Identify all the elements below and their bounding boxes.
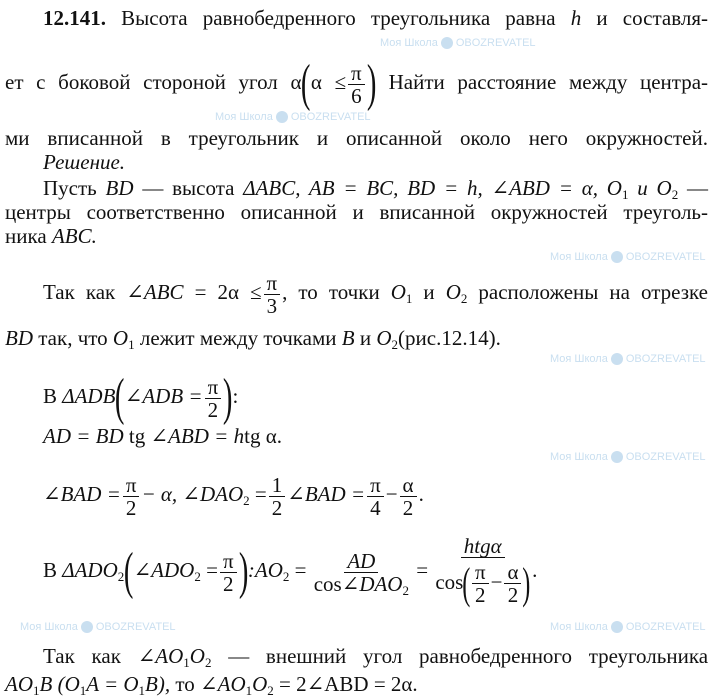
subscript: 2 <box>282 569 290 584</box>
math: ABC. <box>51 224 97 248</box>
problem-line-2 <box>5 55 709 113</box>
text: то <box>175 672 195 696</box>
var-h: h <box>570 6 582 30</box>
subscript: 1 <box>405 291 413 306</box>
subscript: 1 <box>245 683 253 698</box>
watermark-brand: OBOZREVATEL <box>625 353 706 365</box>
subscript: 1 <box>183 655 190 670</box>
math: :AO <box>247 558 283 582</box>
math: = <box>416 558 429 582</box>
fraction-ad-over-cos <box>313 548 409 598</box>
watermark-text: Моя Школа <box>215 111 273 123</box>
math: ∠DAO <box>341 571 403 596</box>
fraction-alpha-2 <box>400 474 417 519</box>
watermark-text: Моя Школа <box>550 353 608 365</box>
math: = 2∠ABD = 2α. <box>279 672 418 696</box>
solution-line-10 <box>43 644 708 668</box>
watermark <box>550 250 706 264</box>
fraction <box>504 561 521 606</box>
math: . <box>418 482 424 506</box>
numerator: α <box>400 474 417 497</box>
denominator: 3 <box>266 293 278 318</box>
fraction-pi-2 <box>205 376 222 421</box>
numerator: π <box>220 550 237 573</box>
math: cos <box>313 571 342 596</box>
fraction-pi-6 <box>348 62 365 107</box>
paren: ) <box>366 55 377 113</box>
numerator: π <box>472 561 489 584</box>
math: O <box>112 326 129 350</box>
watermark-brand: OBOZREVATEL <box>290 111 371 123</box>
watermark-logo-icon <box>611 451 623 463</box>
subscript: 1 <box>128 337 135 352</box>
subscript: 2 <box>402 582 409 598</box>
solution-line-5 <box>5 326 708 350</box>
math: O <box>445 280 461 304</box>
math: ∠BAD = <box>287 482 366 506</box>
problem-line-1 <box>43 6 708 30</box>
fraction-pi-2 <box>220 550 237 595</box>
fraction <box>472 561 489 606</box>
math: AD = BD <box>43 424 124 448</box>
math: и O <box>637 176 672 200</box>
problem-line-3 <box>5 126 708 150</box>
paren: ) <box>522 558 531 608</box>
subscript: 2 <box>117 569 125 584</box>
numerator: htgα <box>461 535 505 558</box>
math: B <box>341 326 355 350</box>
numerator: π <box>205 376 222 399</box>
text: В <box>43 384 58 408</box>
solution-line-4 <box>43 268 708 317</box>
numerator: α <box>504 561 521 584</box>
denominator: 2 <box>125 495 137 520</box>
text: Пусть <box>43 176 97 200</box>
watermark-logo-icon <box>276 111 288 123</box>
solution-line-8 <box>43 470 708 519</box>
watermark-logo-icon <box>611 353 623 365</box>
watermark <box>20 620 176 634</box>
math: ∠BAD = <box>43 482 121 506</box>
paren: ( <box>124 543 134 601</box>
denominator: 2 <box>402 495 414 520</box>
fraction <box>123 474 140 519</box>
subscript: 1 <box>138 683 146 698</box>
watermark-text: Моя Школа <box>380 37 438 49</box>
watermark <box>550 352 706 366</box>
math: ∠ADB = <box>124 384 203 408</box>
numerator: π <box>348 62 365 85</box>
watermark <box>550 620 706 634</box>
solution-line-9 <box>43 530 708 610</box>
watermark-logo-icon <box>441 37 453 49</box>
math: BD <box>105 176 134 200</box>
solution-line-1 <box>43 176 708 200</box>
math: = <box>294 558 307 582</box>
denominator: 2 <box>507 583 519 608</box>
watermark <box>380 36 536 50</box>
text: — высота <box>142 176 235 200</box>
numerator: π <box>264 272 281 295</box>
math: = <box>249 482 267 506</box>
math: ∠ABD = h <box>150 424 245 448</box>
math: AO <box>5 672 33 696</box>
subscript: 1 <box>621 187 629 202</box>
watermark-logo-icon <box>81 621 93 633</box>
problem-number: 12.141. <box>43 6 106 30</box>
denominator <box>435 558 530 610</box>
watermark-brand: OBOZREVATEL <box>455 37 536 49</box>
var-alpha: α <box>290 70 302 94</box>
fraction-half <box>269 474 286 519</box>
text: , то точки <box>282 280 380 304</box>
watermark-logo-icon <box>611 251 623 263</box>
math: O <box>376 326 392 350</box>
subscript: 1 <box>33 683 40 698</box>
denominator <box>313 571 409 598</box>
denominator: 2 <box>271 495 283 520</box>
text: центры соответственно описанной и вписанной окружностей треуголь- <box>5 200 708 224</box>
watermark-brand: OBOZREVATEL <box>625 621 706 633</box>
text: ника <box>5 224 47 248</box>
subscript: 2 <box>204 655 212 670</box>
fraction-htga-over-cos <box>435 535 530 610</box>
math: . <box>532 558 538 582</box>
math: − α, ∠DAO <box>141 482 244 506</box>
subscript: 2 <box>671 187 679 202</box>
text: Высота равнобедренного треугольника равна <box>121 6 556 30</box>
subscript: 2 <box>267 683 274 698</box>
watermark-text: Моя Школа <box>550 251 608 263</box>
math: = <box>206 558 218 582</box>
denominator: 4 <box>370 495 381 520</box>
math: ΔADO <box>62 558 118 582</box>
math: ΔABC, AB = BC, BD = h, ∠ABD = α, O <box>243 176 622 200</box>
text: В <box>43 558 58 582</box>
numerator: AD <box>344 550 378 573</box>
solution-line-7 <box>43 424 708 448</box>
watermark-brand: OBOZREVATEL <box>625 251 706 263</box>
math: O <box>189 644 205 668</box>
solution-heading-line <box>43 150 708 174</box>
text: и составля- <box>596 6 709 30</box>
solution-line-11 <box>5 672 708 696</box>
subscript: 2 <box>243 493 250 508</box>
solution-line-3 <box>5 224 708 248</box>
text: и <box>359 326 372 350</box>
math: = 2α ≤ <box>194 280 262 304</box>
math: O <box>390 280 406 304</box>
math: tg <box>128 424 146 448</box>
denominator: 6 <box>351 83 362 108</box>
text: так, что <box>38 326 108 350</box>
math: BD <box>5 326 33 350</box>
denominator: 2 <box>475 583 486 608</box>
numerator: π <box>367 474 384 497</box>
watermark <box>215 110 371 124</box>
text: Так как <box>43 644 121 668</box>
fraction-pi-3 <box>264 272 281 317</box>
paren: ( <box>115 369 125 427</box>
watermark-logo-icon <box>611 621 623 633</box>
math: O <box>252 672 268 696</box>
math: B), <box>145 672 171 696</box>
numerator: 1 <box>269 474 286 497</box>
denominator: 2 <box>222 571 234 596</box>
paren: ( <box>462 558 471 608</box>
math: − <box>490 569 503 594</box>
fraction-pi-4 <box>367 474 384 519</box>
text: — <box>687 176 708 200</box>
subscript: 2 <box>460 291 468 306</box>
math: ∠AO <box>200 672 246 696</box>
math: A = O <box>86 672 139 696</box>
subscript: 2 <box>391 337 399 352</box>
math: B (O <box>39 672 80 696</box>
text: ми вписанной в треугольник и описанной около него окружностей. <box>5 126 708 150</box>
text: лежит между точками <box>139 326 337 350</box>
subscript: 1 <box>79 683 87 698</box>
denominator: 2 <box>207 397 219 422</box>
watermark-text: Моя Школа <box>550 451 608 463</box>
text: расположены на отрезке <box>478 280 709 304</box>
condition: α ≤ <box>310 70 347 94</box>
paren: ) <box>223 369 233 427</box>
watermark <box>550 450 706 464</box>
numerator: π <box>123 474 140 497</box>
text: Так как <box>43 280 116 304</box>
paren: ( <box>301 55 311 113</box>
watermark-text: Моя Школа <box>20 621 78 633</box>
text: и <box>423 280 435 304</box>
math: ΔADB <box>62 384 116 408</box>
solution-line-2 <box>5 200 708 224</box>
subscript: 2 <box>194 569 201 584</box>
math: tg α. <box>244 424 282 448</box>
figure-ref: (рис.12.14). <box>398 326 501 350</box>
watermark-text: Моя Школа <box>550 621 608 633</box>
text: — внешний угол равнобедренного треугольника <box>228 644 709 668</box>
watermark-brand: OBOZREVATEL <box>95 621 176 633</box>
text: ет с боковой стороной угол <box>5 70 278 94</box>
solution-heading: Решение. <box>43 150 126 174</box>
math: cos <box>435 569 464 594</box>
math: − <box>385 482 398 506</box>
math: ∠AO <box>137 644 184 668</box>
math: ∠ABC <box>126 280 184 304</box>
math: ∠ADO <box>133 558 195 582</box>
watermark-brand: OBOZREVATEL <box>625 451 706 463</box>
text: Найти расстояние между центра- <box>388 70 709 94</box>
text: : <box>232 384 239 408</box>
paren: ) <box>238 543 248 601</box>
solution-line-6 <box>43 369 708 427</box>
